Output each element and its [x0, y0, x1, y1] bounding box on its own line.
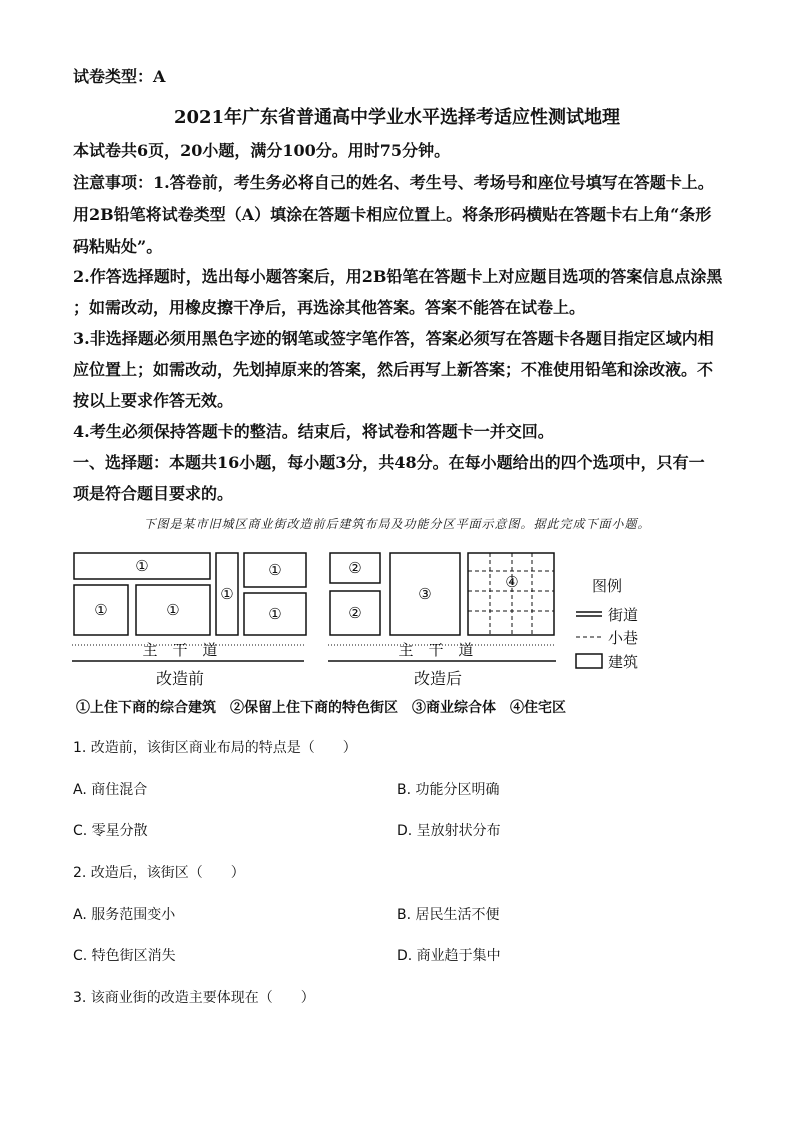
legend-alley-label: 小巷 [608, 629, 639, 647]
mark-1: ① [94, 601, 108, 619]
option-c[interactable]: C. 零星分散 [73, 823, 148, 839]
legend-title: 图例 [592, 577, 623, 595]
section-header-cont: 项是符合题目要求的。 [73, 484, 234, 503]
note-line: 用2B铅笔将试卷类型（A）填涂在答题卡相应位置上。将条形码横贴在答题卡右上角“条形 [73, 205, 712, 224]
legend-building-label: 建筑 [608, 653, 639, 671]
legend-building-icon [576, 654, 602, 668]
figure-key: ①上住下商的综合建筑 ②保留上住下商的特色街区 ③商业综合体 ④住宅区 [76, 700, 566, 716]
note-line: 4.考生必须保持答题卡的整洁。结束后，将试卷和答题卡一并交回。 [73, 422, 554, 441]
mark-1: ① [135, 557, 149, 575]
note-line: 2.作答选择题时，选出每小题答案后，用2B铅笔在答题卡上对应题目选项的答案信息点涂黑 [73, 267, 723, 286]
option-b[interactable]: B. 功能分区明确 [397, 782, 500, 798]
mark-1: ① [166, 601, 180, 619]
note-line: ；如需改动，用橡皮擦干净后，再选涂其他答案。答案不能答在试卷上。 [73, 298, 586, 317]
page-title: 2021年广东省普通高中学业水平选择考适应性测试地理 [173, 107, 621, 128]
question-stem: 3. 该商业街的改造主要体现在（ ） [73, 990, 315, 1006]
note-line: 码粘贴处”。 [73, 237, 163, 256]
mark-4: ④ [505, 573, 519, 591]
mark-3: ③ [418, 585, 432, 603]
option-d[interactable]: D. 商业趋于集中 [397, 948, 501, 964]
note-line: 3.非选择题必须用黑色字迹的钢笔或签字笔作答，答案必须写在答题卡各题目指定区域内相 [73, 329, 714, 348]
mark-1: ① [220, 585, 234, 603]
after-label: 改造后 [413, 669, 463, 688]
option-a[interactable]: A. 商住混合 [73, 782, 148, 798]
note-line: 注意事项：1.答卷前，考生务必将自己的姓名、考生号、考场号和座位号填写在答题卡上。 [73, 173, 714, 192]
mark-2: ② [348, 559, 362, 577]
question-stem: 1. 改造前，该街区商业布局的特点是（ ） [73, 740, 357, 756]
layout-diagram [0, 545, 794, 720]
question-stem: 2. 改造后，该街区（ ） [73, 865, 245, 881]
paper-type: 试卷类型：A [73, 67, 166, 86]
option-c[interactable]: C. 特色街区消失 [73, 948, 176, 964]
legend-street-label: 街道 [608, 606, 639, 624]
exam-info: 本试卷共6页，20小题，满分100分。用时75分钟。 [73, 141, 451, 160]
option-a[interactable]: A. 服务范围变小 [73, 907, 176, 923]
note-line: 按以上要求作答无效。 [73, 391, 234, 410]
section-header: 一、选择题：本题共16小题，每小题3分，共48分。在每小题给出的四个选项中，只有一 [73, 453, 705, 472]
figure-caption: 下图是某市旧城区商业街改造前后建筑布局及功能分区平面示意图。据此完成下面小题。 [143, 517, 651, 531]
mark-1: ① [268, 605, 282, 623]
note-line: 应位置上；如需改动，先划掉原来的答案，然后再写上新答案；不准使用铅笔和涂改液。不 [73, 360, 714, 379]
main-road-label: 主 干 道 [398, 641, 474, 659]
option-b[interactable]: B. 居民生活不便 [397, 907, 500, 923]
before-label: 改造前 [155, 669, 205, 688]
main-road-label: 主 干 道 [142, 641, 218, 659]
residential-block [468, 553, 554, 635]
option-d[interactable]: D. 呈放射状分布 [397, 823, 501, 839]
mark-2: ② [348, 604, 362, 622]
mark-1: ① [268, 561, 282, 579]
